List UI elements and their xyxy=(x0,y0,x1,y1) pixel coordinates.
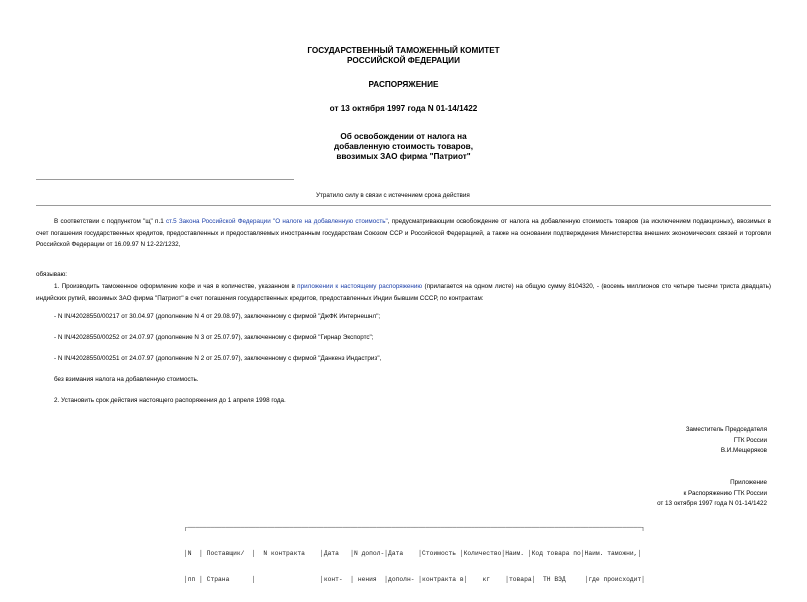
table-top-border: ┌────────────────────────────────────────────────────────────────────────────────────────────────────────────────────────┐ xyxy=(184,524,646,532)
document-date-number: от 13 октября 1997 года N 01-14/1422 xyxy=(329,104,478,113)
appendix-link[interactable]: приложении к настоящему распоряжению xyxy=(297,283,423,290)
preamble-text-1: В соответствии с подпунктом "щ" п.1 xyxy=(54,218,166,225)
item-1-text-2: (прилагается на одном листе) на общую сумму 8104320, - (восемь миллионов сто четыре тысячи триста двадцать) индийских рупий, ввозимых ЗАО фирма "Патриот" в счет погашения государственных кредитов, предоставленных Индии бывшим СССР, по контрактам: xyxy=(36,283,772,302)
org-name-line2: РОССИЙСКОЙ ФЕДЕРАЦИИ xyxy=(347,56,460,65)
item-1-text-1: 1. Производить таможенное оформление кофе и чая в количестве, указанном в xyxy=(54,283,298,290)
org-name-line1: ГОСУДАРСТВЕННЫЙ ТАМОЖЕННЫЙ КОМИТЕТ xyxy=(307,46,500,55)
contract-item: - N IN/42028550/00217 от 30.04.97 (дополнение N 4 от 29.08.97), заключенному с фирмой "ДжФК Интернешнл"; xyxy=(54,313,381,320)
table-header-row: │N │ Поставщик/ │ N контракта │Дата │N допол-│Дата │Стоимость │Количество│Наим. │Код товара по│Наим. таможни,│ xyxy=(184,549,642,557)
long-divider xyxy=(36,205,771,206)
appendix-header xyxy=(657,478,767,510)
obligation-word: обязываю: xyxy=(36,271,68,278)
item-2-paragraph: 2. Установить срок действия настоящего распоряжения до 1 апреля 1998 года. xyxy=(54,397,286,404)
appendix-reference-line1: к Распоряжению ГТК России xyxy=(683,489,767,497)
appendix-title: Приложение xyxy=(730,479,767,486)
signer-position-line1: Заместитель Председателя xyxy=(685,426,767,433)
contract-item: - N IN/42028550/00251 от 24.07.97 (дополнение N 2 от 25.07.97), заключенному с фирмой "Данкенз Индастриз", xyxy=(54,355,382,362)
signer-name: В.И.Мещеряков xyxy=(720,447,767,454)
item-1-paragraph xyxy=(36,281,771,304)
appendix-table xyxy=(184,507,645,602)
subject-line2: добавленную стоимость товаров, xyxy=(334,142,473,151)
appendix-reference-line2: от 13 октября 1997 года N 01-14/1422 xyxy=(657,500,767,507)
document-type: РАСПОРЯЖЕНИЕ xyxy=(368,80,439,89)
table-header-row: │пп │ Страна │ │конт- │ нения │дополн- │контракта в│ кг │товара│ ТН ВЭД │где происходит│ xyxy=(184,575,646,583)
short-divider xyxy=(36,179,294,180)
law-reference-link[interactable]: ст.5 Закона Российской Федерации "О налоге на добавленную стоимость" xyxy=(165,218,388,225)
subject-line3: ввозимых ЗАО фирма "Патриот" xyxy=(336,152,471,161)
status-note: Утратило силу в связи с истечением срока действия xyxy=(316,192,470,199)
signer-position-line2: ГТК России xyxy=(733,436,767,444)
contract-item: - N IN/42028550/00252 от 24.07.97 (дополнение N 3 от 25.07.97), заключенному с фирмой "Гирнар Экспортс"; xyxy=(54,334,374,341)
subject-line1: Об освобождении от налога на xyxy=(340,132,467,141)
no-tax-note: без взимания налога на добавленную стоимость. xyxy=(54,376,199,383)
signature-block xyxy=(686,425,767,457)
preamble-paragraph xyxy=(36,216,771,251)
preamble-text-2: , предусматривающим освобождение от налога на добавленную стоимость товаров (за исключением подакцизных), ввозимых в счет погашения государственных кредитов, предоставленных и предоставляемых иностранным государствам Союзом ССР и Российской Федерацией, а также на основании подтверждения Министерства внешних экономических связей и торговли Российской Федерации от 16.09.97 N 12-22/1232, xyxy=(36,218,772,248)
